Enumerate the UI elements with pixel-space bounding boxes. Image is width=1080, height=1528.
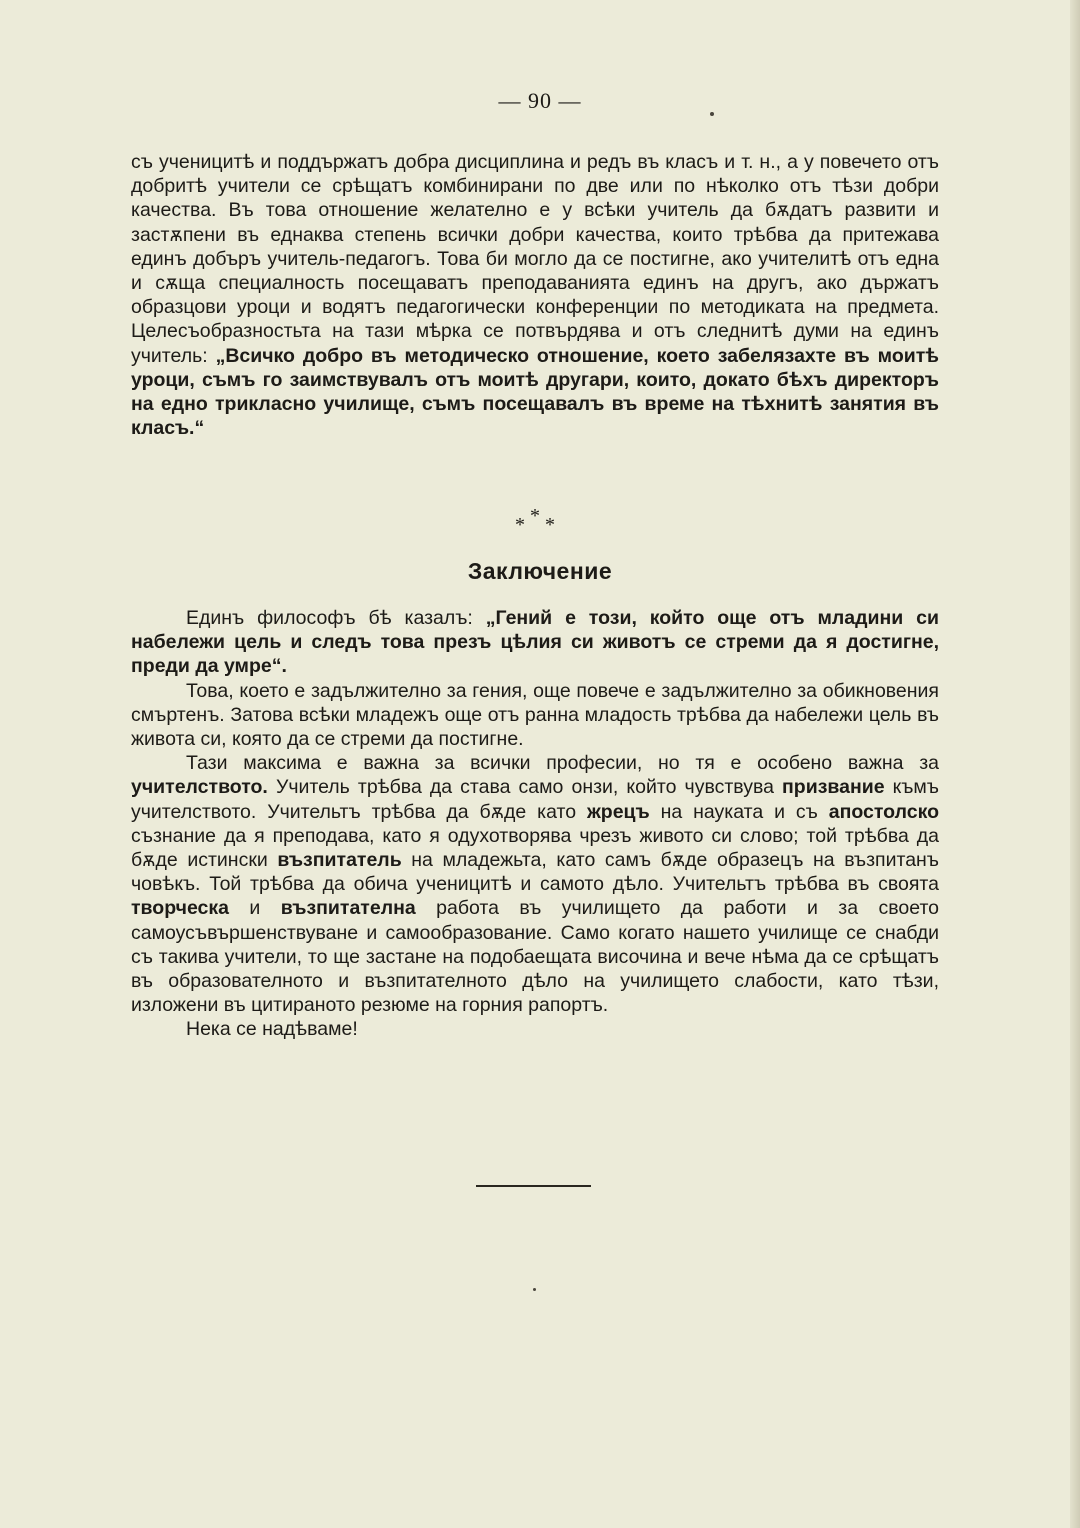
closing-line: Нека се надѣваме! — [186, 1018, 358, 1041]
asterism-star-top: * — [530, 505, 540, 527]
paragraph-text: и — [228, 897, 281, 920]
top-text-block — [131, 150, 939, 440]
paragraph-text: съзнание да я преподава, като я одухотворява чрезъ живото си слово; той трѣбва да бѫде истински — [131, 824, 939, 872]
conclusion-paragraph-3 — [131, 751, 939, 1017]
conclusion-text-block — [131, 606, 939, 1042]
paragraph-text: работа въ училището да работи и за своето самоусъвършенствуване и самообразование. Само когато нашето училище се снабди съ такива учители, то ще застане на подобаещата височина и вече нѣма да се срѣщатъ въ образователното и възпитателното дѣло на училището слабости, като тѣзи, изложени въ цитираното резюме на горния рапортъ. — [131, 897, 939, 1017]
paragraph-text: съ ученицитѣ и поддържатъ добра дисциплина и редъ въ класъ и т. н., а у повечето отъ добритѣ учители се срѣщатъ комбинирани по две или по нѣколко отъ тѣзи добри качества. Въ това отношение желателно е у всѣки учитель да бѫдатъ развити и застѫпени въ еднаква степень всички добри качества, които трѣбва да притежава единъ добъръ учитель-педагогъ. Това би могло да се постигне, ако учителитѣ отъ една и сѫща специалность посещаватъ преподаванията единъ на другъ, ако държатъ образцови уроци и водятъ педагогически конференции по методиката на предмета. Целесъобразностьта на тази мѣрка се потвърдява и отъ следнитѣ думи на единъ учитель: — [131, 151, 939, 367]
continuation-paragraph — [131, 150, 939, 440]
conclusion-paragraph-2 — [131, 679, 939, 752]
paragraph-text: Учитель трѣбва да става само онзи, който чувствува — [267, 776, 783, 799]
page-edge-shadow — [1070, 0, 1080, 1528]
emphasis-term: възпитатель — [277, 849, 402, 872]
paragraph-text: Единъ философъ бѣ казалъ: — [186, 607, 486, 629]
paragraph-text: Тази максима е важна за всички професии, но тя е особено важна за — [186, 752, 939, 775]
emphasis-term: творческа — [131, 897, 229, 920]
asterism-divider — [510, 505, 570, 535]
paper-speck — [710, 112, 714, 116]
emphasis-term: апостолско — [828, 800, 939, 823]
conclusion-paragraph-4 — [131, 1017, 939, 1041]
asterism-star-left: * — [515, 514, 525, 536]
emphasis-term: жрецъ — [586, 800, 650, 823]
emphasis-term: учителството. — [131, 776, 268, 799]
paragraph-text: Това, което е задължително за гения, още повече е задължително за обикновения смъртенъ. Затова всѣки младежъ още отъ ранна младость трѣбва да набележи цель въ живота си, която да се стреми да постигне. — [131, 679, 939, 751]
conclusion-paragraph-1 — [131, 606, 939, 679]
paragraph-text: на младежьта, като самъ бѫде образецъ на възпитанъ човѣкъ. Той трѣбва да обича ученицитѣ и самото дѣло. Учительтъ трѣбва въ своята — [131, 849, 939, 896]
page-number: — 90 — — [498, 88, 582, 113]
emphasis-term: призвание — [782, 776, 885, 799]
end-rule — [476, 1185, 591, 1187]
emphasis-term: възпитателна — [280, 897, 416, 920]
paper-speck — [533, 1288, 536, 1291]
asterism-star-right: * — [545, 514, 555, 536]
philosopher-quote: „Гений е този, който още отъ младини си набележи цель и следъ това презъ цѣлия си животъ се стреми да я достигне, преди да умре“. — [131, 607, 939, 678]
section-title: Заключение — [467, 558, 613, 584]
paragraph-text: къмъ учителството. Учительтъ трѣбва да бѫде като — [131, 776, 939, 823]
paragraph-text: на науката и съ — [649, 800, 829, 823]
teacher-quote: „Всичко добро въ методическо отношение, което забелязахте въ моитѣ уроци, съмъ го заимствувалъ отъ моитѣ другари, които, докато бѣхъ директоръ на едно трикласно училище, съмъ посещавалъ въ време на тѣхнитѣ занятия въ класъ.“ — [131, 344, 939, 440]
